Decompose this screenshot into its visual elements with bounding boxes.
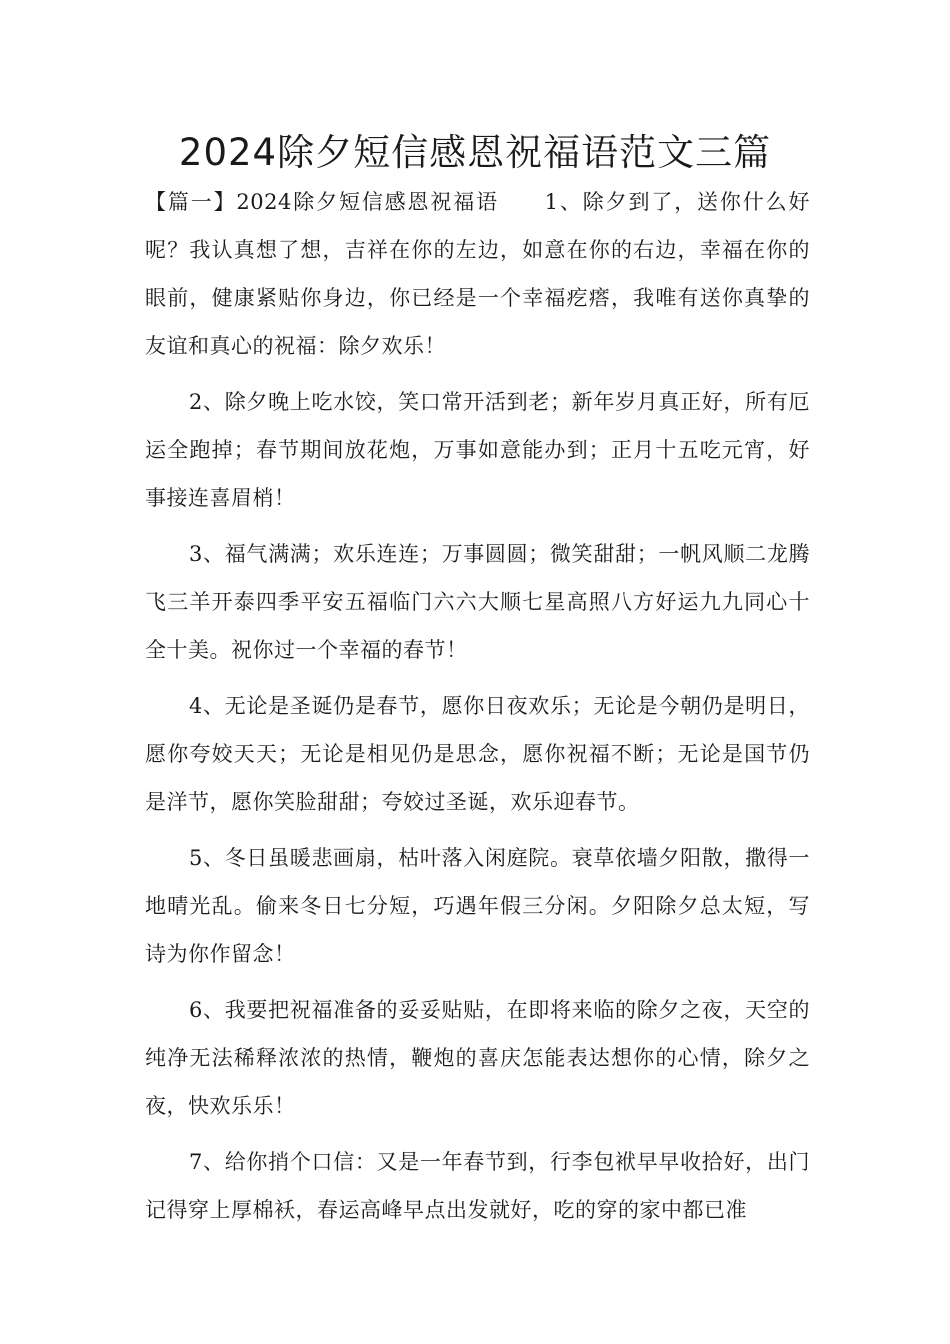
paragraph-6: 6、我要把祝福准备的妥妥贴贴，在即将来临的除夕之夜，天空的纯净无法稀释浓浓的热情，鞭炮的喜庆怎能表达想你的心情，除夕之夜，快欢乐乐！ [145,998,810,1118]
paragraph-3: 3、福气满满；欢乐连连；万事圆圆；微笑甜甜；一帆风顺二龙腾飞三羊开泰四季平安五福临门六六大顺七星高照八方好运九九同心十全十美。祝你过一个幸福的春节！ [145,542,810,662]
paragraph-7: 7、给你捎个口信：又是一年春节到，行李包袱早早收拾好，出门记得穿上厚棉袄，春运高峰早点出发就好，吃的穿的家中都已准 [145,1150,810,1222]
document-body [145,178,810,1234]
paragraph-5: 5、冬日虽暖悲画扇，枯叶落入闲庭院。衰草依墙夕阳散，撒得一地晴光乱。偷来冬日七分短，巧遇年假三分闲。夕阳除夕总太短，写诗为你作留念！ [145,846,810,966]
paragraph-1: 【篇一】2024除夕短信感恩祝福语 1、除夕到了，送你什么好呢？我认真想了想，吉祥在你的左边，如意在你的右边，幸福在你的眼前，健康紧贴你身边，你已经是一个幸福疙瘩，我唯有送你真挚的友谊和真心的祝福：除夕欢乐！ [145,190,810,358]
page-title: 2024除夕短信感恩祝福语范文三篇 [178,131,772,174]
paragraph-2: 2、除夕晚上吃水饺，笑口常开活到老；新年岁月真正好，所有厄运全跑掉；春节期间放花炮，万事如意能办到；正月十五吃元宵，好事接连喜眉梢！ [145,390,810,510]
paragraph-4: 4、无论是圣诞仍是春节，愿你日夜欢乐；无论是今朝仍是明日，愿你夸姣天天；无论是相见仍是思念，愿你祝福不断；无论是国节仍是洋节，愿你笑脸甜甜；夸姣过圣诞，欢乐迎春节。 [145,694,810,814]
